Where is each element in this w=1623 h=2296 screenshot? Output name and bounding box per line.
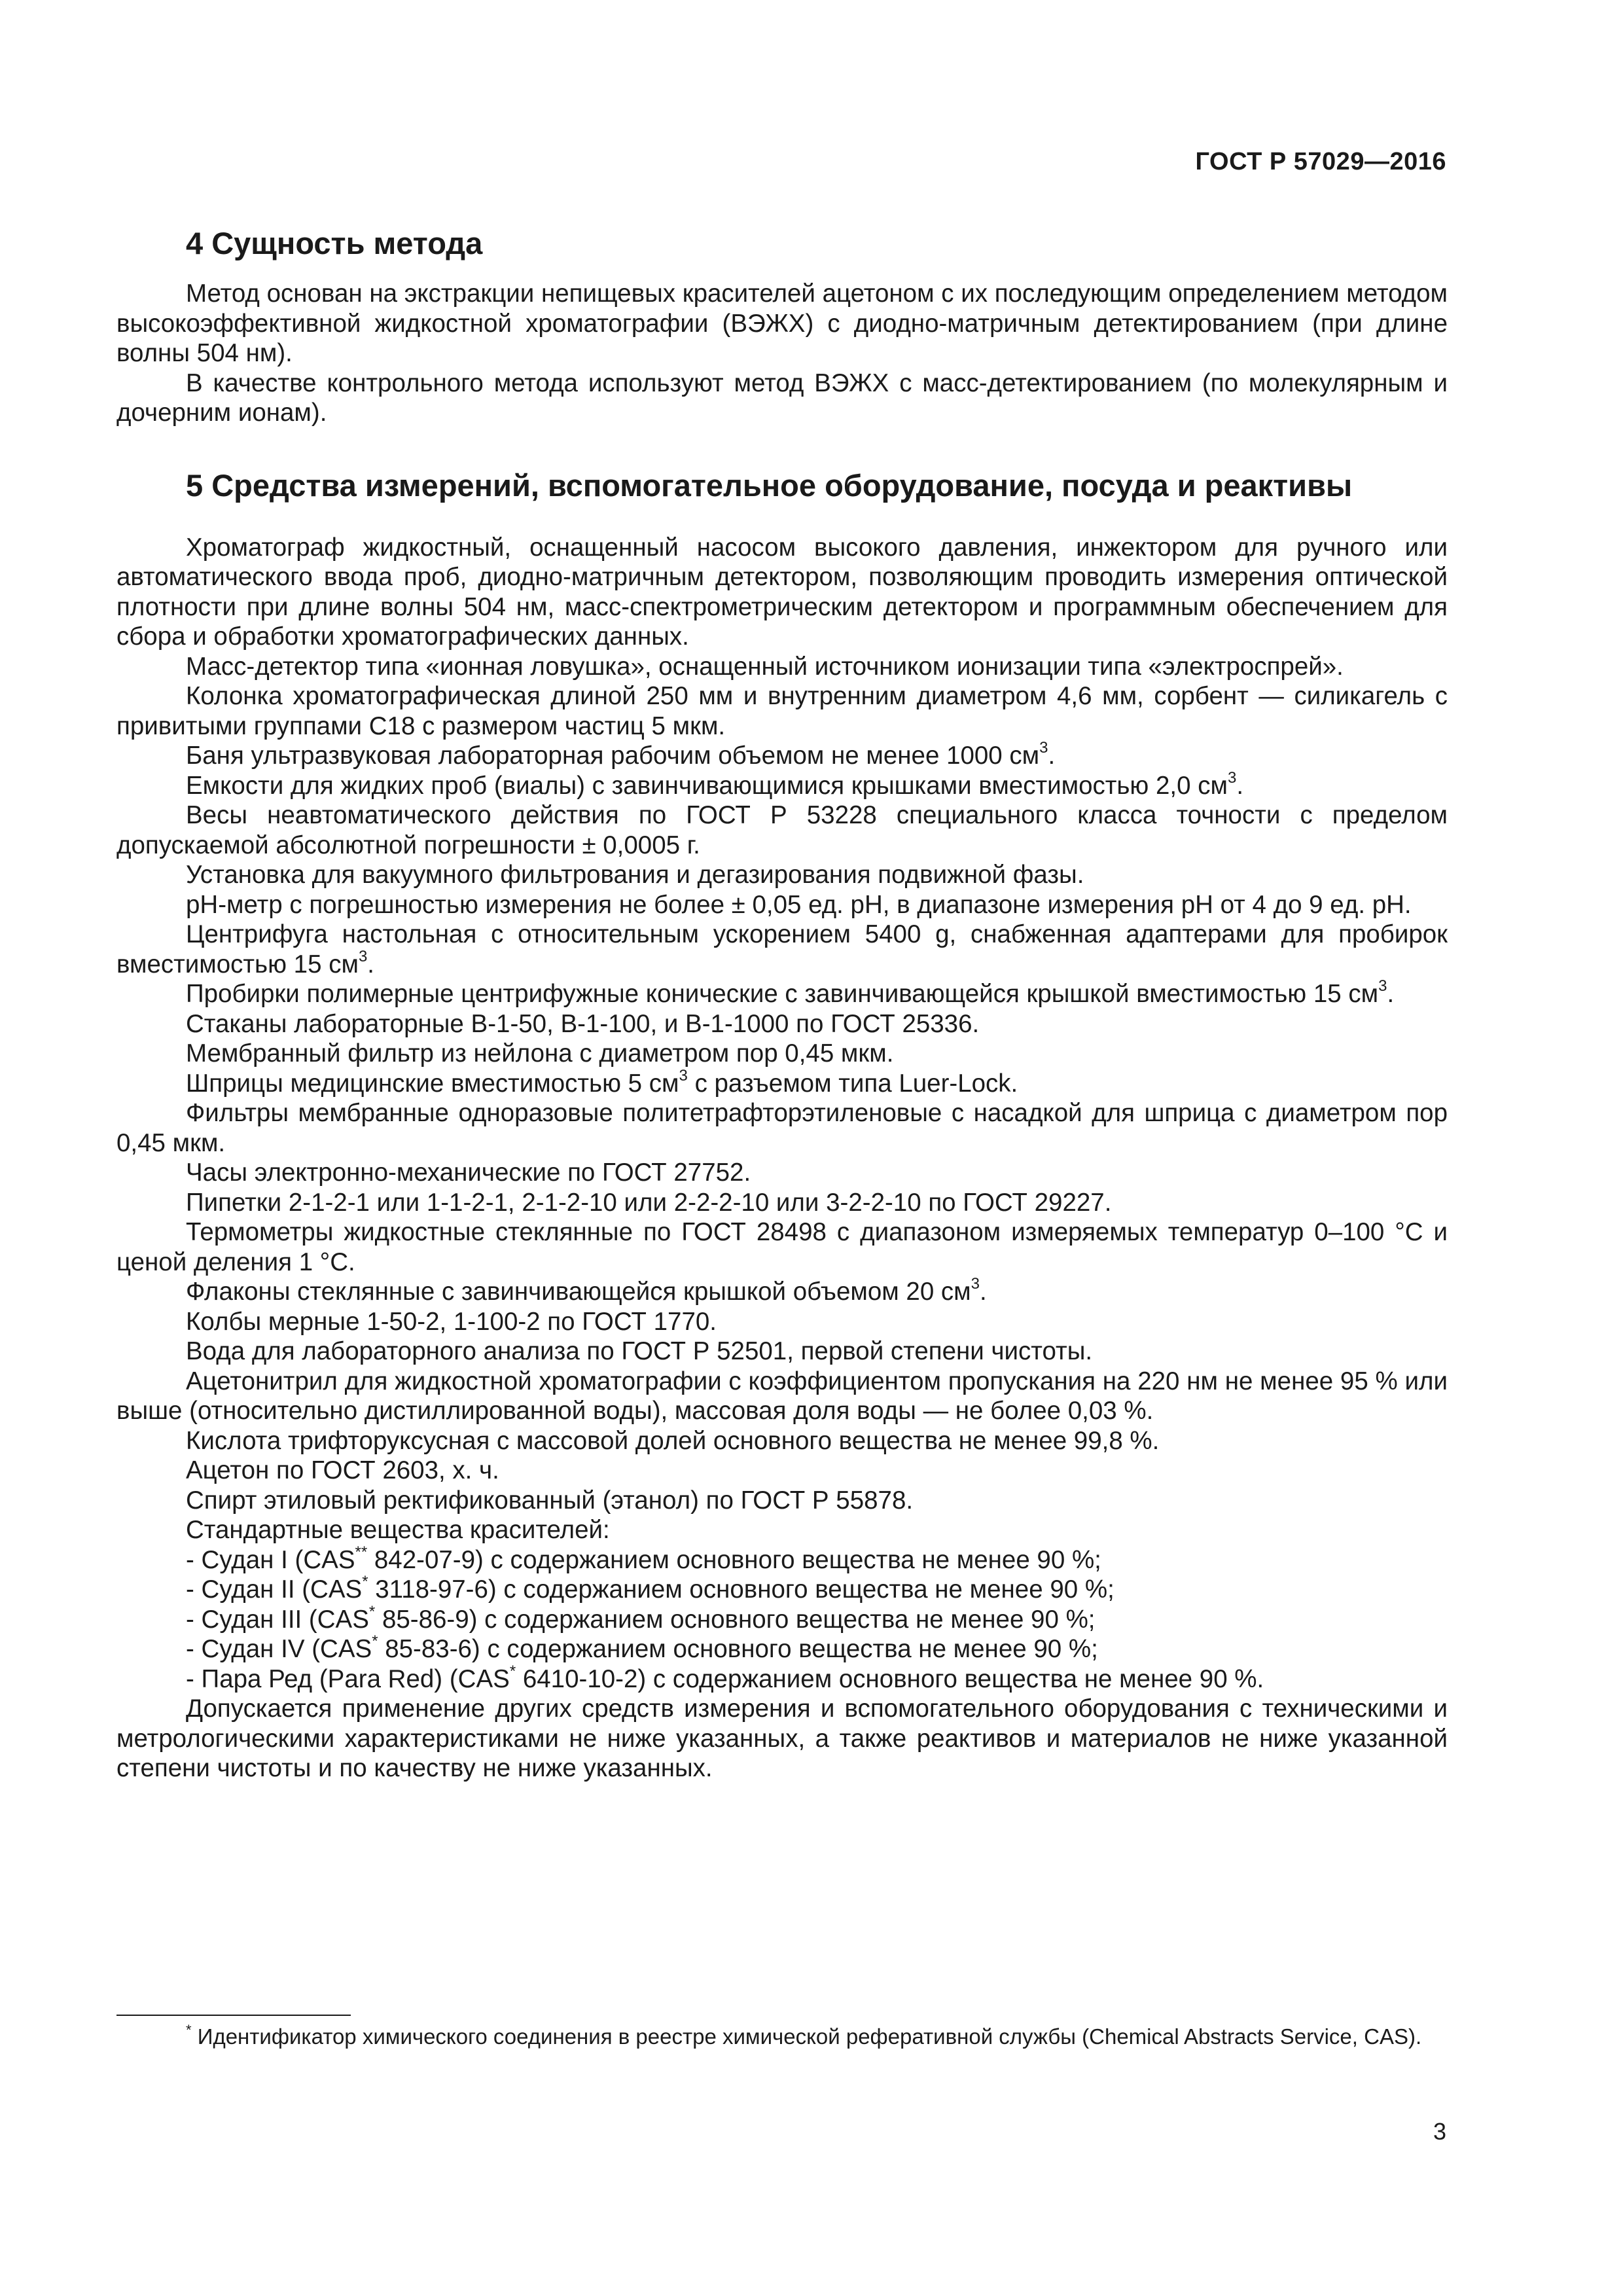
- paragraph: pH-метр с погрешностью измерения не более ± 0,05 ед. pH, в диапазоне измерения pH от 4 до 9 ед. pH.: [186, 890, 1412, 919]
- paragraph: [116, 979, 1448, 1009]
- superscript: 3: [358, 947, 368, 965]
- footnote-marker: *: [186, 2022, 192, 2038]
- paragraph: [116, 741, 1448, 771]
- paragraph: Метод основан на экстракции непищевых красителей ацетоном с их последующим определением методом высокоэффективной жидкостной хроматографии (ВЭЖХ) с диодно-матричным детектированием (при длине волны 504 нм).: [116, 279, 1448, 367]
- superscript: 3: [1378, 977, 1387, 995]
- paragraph: Ацетон по ГОСТ 2603, х. ч.: [186, 1456, 499, 1484]
- list-item-text: - Судан II (CAS: [186, 1575, 363, 1604]
- list-item: [116, 1634, 1448, 1664]
- list-item-text: 3118-97-6) с содержанием основного вещества не менее 90 %;: [368, 1575, 1115, 1604]
- paragraph: Термометры жидкостные стеклянные по ГОСТ 28498 с диапазоном измеряемых температур 0–100 °С и ценой деления 1 °С.: [116, 1218, 1448, 1276]
- paragraph: Вода для лабораторного анализа по ГОСТ Р 52501, первой степени чистоты.: [186, 1337, 1093, 1365]
- paragraph: Стандартные вещества красителей:: [186, 1516, 610, 1544]
- paragraph: Хроматограф жидкостный, оснащенный насосом высокого давления, инжектором для ручного или автоматического ввода проб, диодно-матричным детектором, позволяющим проводить измерения оптической плотности при длине волны 504 нм, масс-спектрометрическим детектором и программным обеспечением для сбора и обработки хроматографических данных.: [116, 533, 1448, 651]
- list-item-text: - Судан III (CAS: [186, 1605, 369, 1634]
- list-item-text: 85-83-6) с содержанием основного вещества не менее 90 %;: [378, 1635, 1098, 1663]
- page-content: [116, 223, 1448, 1784]
- paragraph: В качестве контрольного метода используют метод ВЭЖХ с масс-детектированием (по молекулярным и дочерним ионам).: [116, 368, 1448, 427]
- footnote-marker: *: [372, 1632, 378, 1650]
- period: .: [1048, 742, 1056, 770]
- list-item: [116, 1575, 1448, 1605]
- list-item: [116, 1545, 1448, 1575]
- paragraph-text: Центрифуга настольная с относительным ускорением 5400 g, снабженная адаптерами для пробирок вместимостью 15 см: [116, 920, 1448, 978]
- footnote: [116, 2022, 1448, 2051]
- footnote-marker: *: [509, 1662, 516, 1680]
- paragraph: Установка для вакуумного фильтрования и дегазирования подвижной фазы.: [186, 861, 1084, 889]
- standard-code: ГОСТ Р 57029—2016: [1195, 148, 1446, 175]
- page-number: 3: [1433, 2118, 1446, 2145]
- list-item: [116, 1602, 1448, 1635]
- superscript: 3: [679, 1066, 688, 1085]
- superscript: 3: [1039, 739, 1048, 757]
- paragraph: [116, 1066, 1448, 1099]
- paragraph: Мембранный фильтр из нейлона с диаметром пор 0,45 мкм.: [186, 1039, 894, 1067]
- section-4-title: 4 Сущность метода: [186, 226, 483, 260]
- paragraph-text: Флаконы стеклянные с завинчивающейся крышкой объемом 20 см: [186, 1278, 971, 1306]
- paragraph-text: с разъемом типа Luer-Lock.: [687, 1069, 1018, 1098]
- paragraph-text: Шприцы медицинские вместимостью 5 см: [186, 1069, 679, 1098]
- superscript: 3: [971, 1275, 980, 1293]
- period: .: [1387, 980, 1395, 1008]
- footnote-marker: *: [368, 1602, 376, 1621]
- paragraph: Пипетки 2-1-2-1 или 1-1-2-1, 2-1-2-10 или 2-2-2-10 или 3-2-2-10 по ГОСТ 29227.: [186, 1188, 1112, 1217]
- paragraph: Фильтры мембранные одноразовые политетрафторэтиленовые с насадкой для шприца с диаметром пор 0,45 мкм.: [116, 1099, 1448, 1157]
- paragraph: Часы электронно-механические по ГОСТ 27752.: [186, 1158, 751, 1187]
- period: .: [980, 1278, 987, 1306]
- superscript: 3: [1227, 768, 1237, 787]
- footnote-marker: **: [355, 1543, 368, 1561]
- list-item-text: 85-86-9) с содержанием основного вещества не менее 90 %;: [375, 1605, 1096, 1634]
- list-item: [116, 1664, 1448, 1695]
- list-item-text: 842-07-9) с содержанием основного вещества не менее 90 %;: [367, 1545, 1101, 1574]
- paragraph: Стаканы лабораторные В-1-50, В-1-100, и В-1-1000 по ГОСТ 25336.: [186, 1009, 980, 1038]
- paragraph: Спирт этиловый ректификованный (этанол) по ГОСТ Р 55878.: [186, 1486, 914, 1515]
- paragraph: Допускается применение других средств измерения и вспомогательного оборудования с техническими и метрологическими характеристиками не ниже указанных, а также реактивов и материалов не ниже указанной степени чистоты и по качеству не ниже указанных.: [116, 1695, 1448, 1782]
- footnote-text: Идентификатор химического соединения в реестре химической реферативной службы (Chemical Abstracts Service, CAS).: [191, 2024, 1422, 2049]
- paragraph-text: Пробирки полимерные центрифужные конические с завинчивающейся крышкой вместимостью 15 см: [186, 980, 1379, 1008]
- paragraph: [116, 1277, 1448, 1307]
- period: .: [367, 950, 374, 978]
- list-item-text: - Судан IV (CAS: [186, 1635, 372, 1663]
- paragraph: Ацетонитрил для жидкостной хроматографии с коэффициентом пропускания на 220 нм не менее 95 % или выше (относительно дистиллированной воды), массовая доля воды — не более 0,03 %.: [116, 1367, 1448, 1425]
- paragraph: Колбы мерные 1-50-2, 1-100-2 по ГОСТ 1770.: [186, 1307, 717, 1336]
- footnote-separator: [116, 2015, 351, 2016]
- paragraph-text: Емкости для жидких проб (виалы) с завинчивающимися крышками вместимостью 2,0 см: [186, 771, 1228, 800]
- paragraph: Колонка хроматографическая длиной 250 мм и внутренним диаметром 4,6 мм, сорбент — силикагель с привитыми группами С18 с размером частиц 5 мкм.: [116, 682, 1448, 740]
- list-item-text: 6410-10-2) с содержанием основного вещества не менее 90 %.: [516, 1664, 1264, 1693]
- footnote-marker: *: [362, 1573, 368, 1590]
- section-5-title: 5 Средства измерений, вспомогательное оборудование, посуда и реактивы: [186, 467, 1353, 503]
- paragraph: [116, 920, 1448, 979]
- paragraph: Кислота трифторуксусная с массовой долей основного вещества не менее 99,8 %.: [186, 1426, 1160, 1455]
- list-item-text: - Судан I (CAS: [186, 1545, 355, 1574]
- paragraph: [116, 768, 1448, 801]
- paragraph-text: Баня ультразвуковая лабораторная рабочим объемом не менее 1000 см: [186, 742, 1040, 770]
- paragraph: Масс-детектор типа «ионная ловушка», оснащенный источником ионизации типа «электроспрей».: [186, 652, 1344, 681]
- paragraph: Весы неавтоматического действия по ГОСТ Р 53228 специального класса точности с пределом допускаемой абсолютной погрешности ± 0,0005 г.: [116, 801, 1448, 859]
- period: .: [1236, 771, 1244, 800]
- list-item-text: - Пара Ред (Para Red) (CAS: [186, 1664, 510, 1693]
